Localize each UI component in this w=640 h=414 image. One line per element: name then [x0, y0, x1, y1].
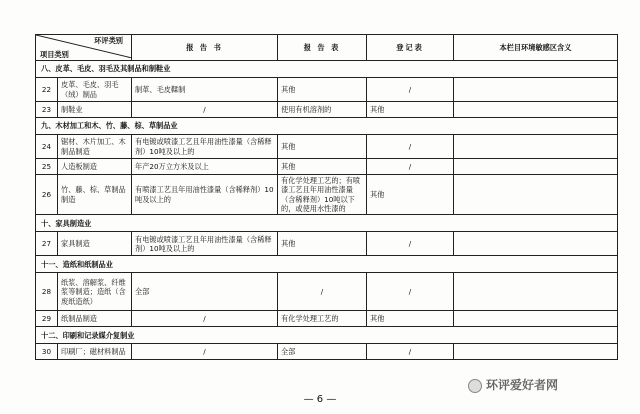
eia-category-table — [35, 34, 618, 360]
sensitive-area-cell — [454, 311, 618, 327]
project-category: 纸制品制造 — [58, 311, 132, 327]
row-number: 26 — [36, 175, 58, 215]
table-row — [36, 232, 618, 256]
report-table-cell: 其他 — [278, 232, 367, 256]
project-category: 人造板制造 — [58, 159, 132, 175]
sensitive-area-cell — [454, 102, 618, 118]
report-book-cell: 年产20万立方米及以上 — [132, 159, 278, 175]
project-category: 家具制造 — [58, 232, 132, 256]
register-cell: / — [367, 78, 454, 102]
section-header-row — [36, 327, 618, 344]
table-header-row — [36, 35, 618, 61]
report-table-cell: 其他 — [278, 78, 367, 102]
report-table-cell: 其他 — [278, 159, 367, 175]
report-table-cell: 使用有机溶剂的 — [278, 102, 367, 118]
project-category: 纸浆、溶解浆、纤维浆等制造；造纸（含废纸造纸） — [58, 273, 132, 311]
row-number: 29 — [36, 311, 58, 327]
report-book-cell: 有电镀或喷漆工艺且年用油性漆量（含稀释剂）10吨及以上的 — [132, 135, 278, 159]
section-title: 九、木材加工和木、竹、藤、棕、草制品业 — [36, 118, 618, 135]
register-cell: / — [367, 135, 454, 159]
section-title: 十、家具制造业 — [36, 215, 618, 232]
register-cell: / — [367, 344, 454, 360]
header-sensitive-area: 本栏目环境敏感区含义 — [454, 35, 618, 61]
table-row — [36, 273, 618, 311]
section-header-row — [36, 215, 618, 232]
header-report-table: 报 告 表 — [278, 35, 367, 61]
report-table-cell: 有化学处理工艺的；有喷漆工艺且年用油性漆量（含稀释剂）10吨以下的，或使用水性漆的 — [278, 175, 367, 215]
wechat-icon — [468, 379, 482, 393]
section-title: 八、皮革、毛皮、羽毛及其制品和制鞋业 — [36, 61, 618, 78]
sensitive-area-cell — [454, 78, 618, 102]
register-cell: 其他 — [367, 175, 454, 215]
table-row — [36, 78, 618, 102]
sensitive-area-cell — [454, 175, 618, 215]
sensitive-area-cell — [454, 344, 618, 360]
corner-bottom-label: 项目类别 — [40, 49, 69, 59]
report-table-cell: / — [278, 273, 367, 311]
register-cell: / — [367, 232, 454, 256]
register-cell: / — [367, 159, 454, 175]
register-cell: 其他 — [367, 102, 454, 118]
register-cell: / — [367, 273, 454, 311]
header-register: 登记表 — [367, 35, 454, 61]
table-row — [36, 159, 618, 175]
report-book-cell: / — [132, 344, 278, 360]
watermark-text: 环评爱好者网 — [486, 378, 559, 392]
report-table-cell: 全部 — [278, 344, 367, 360]
project-category: 制鞋业 — [58, 102, 132, 118]
sensitive-area-cell — [454, 273, 618, 311]
report-book-cell: / — [132, 102, 278, 118]
project-category: 竹、藤、棕、草制品制造 — [58, 175, 132, 215]
row-number: 25 — [36, 159, 58, 175]
header-corner-cell — [36, 35, 132, 61]
watermark — [468, 376, 558, 393]
sensitive-area-cell — [454, 159, 618, 175]
row-number: 28 — [36, 273, 58, 311]
project-category: 皮革、毛皮、羽毛（绒）制品 — [58, 78, 132, 102]
header-report-book: 报 告 书 — [132, 35, 278, 61]
section-title: 十二、印刷和记录媒介复制业 — [36, 327, 618, 344]
table-row — [36, 102, 618, 118]
corner-top-label: 环评类别 — [94, 36, 123, 45]
row-number: 27 — [36, 232, 58, 256]
register-cell: 其他 — [367, 311, 454, 327]
project-category: 印刷厂；磁材料制品 — [58, 344, 132, 360]
row-number: 24 — [36, 135, 58, 159]
report-book-cell: 制革、毛皮鞣制 — [132, 78, 278, 102]
row-number: 22 — [36, 78, 58, 102]
table-row — [36, 311, 618, 327]
table-row — [36, 135, 618, 159]
sensitive-area-cell — [454, 135, 618, 159]
table-row — [36, 344, 618, 360]
row-number: 30 — [36, 344, 58, 360]
report-table-cell: 有化学处理工艺的 — [278, 311, 367, 327]
section-title: 十一、造纸和纸制品业 — [36, 256, 618, 273]
page-number: — 6 — — [303, 394, 337, 405]
section-header-row — [36, 118, 618, 135]
report-book-cell: 全部 — [132, 273, 278, 311]
sensitive-area-cell — [454, 232, 618, 256]
project-category: 锯材、木片加工、木制品制造 — [58, 135, 132, 159]
report-book-cell: / — [132, 311, 278, 327]
table-row — [36, 175, 618, 215]
report-book-cell: 有电镀或喷漆工艺且年用油性漆量（含稀释剂）10吨及以上的 — [132, 232, 278, 256]
report-book-cell: 有喷漆工艺且年用油性漆量（含稀释剂）10吨及以上的 — [132, 175, 278, 215]
section-header-row — [36, 61, 618, 78]
row-number: 23 — [36, 102, 58, 118]
section-header-row — [36, 256, 618, 273]
report-table-cell: 其他 — [278, 135, 367, 159]
